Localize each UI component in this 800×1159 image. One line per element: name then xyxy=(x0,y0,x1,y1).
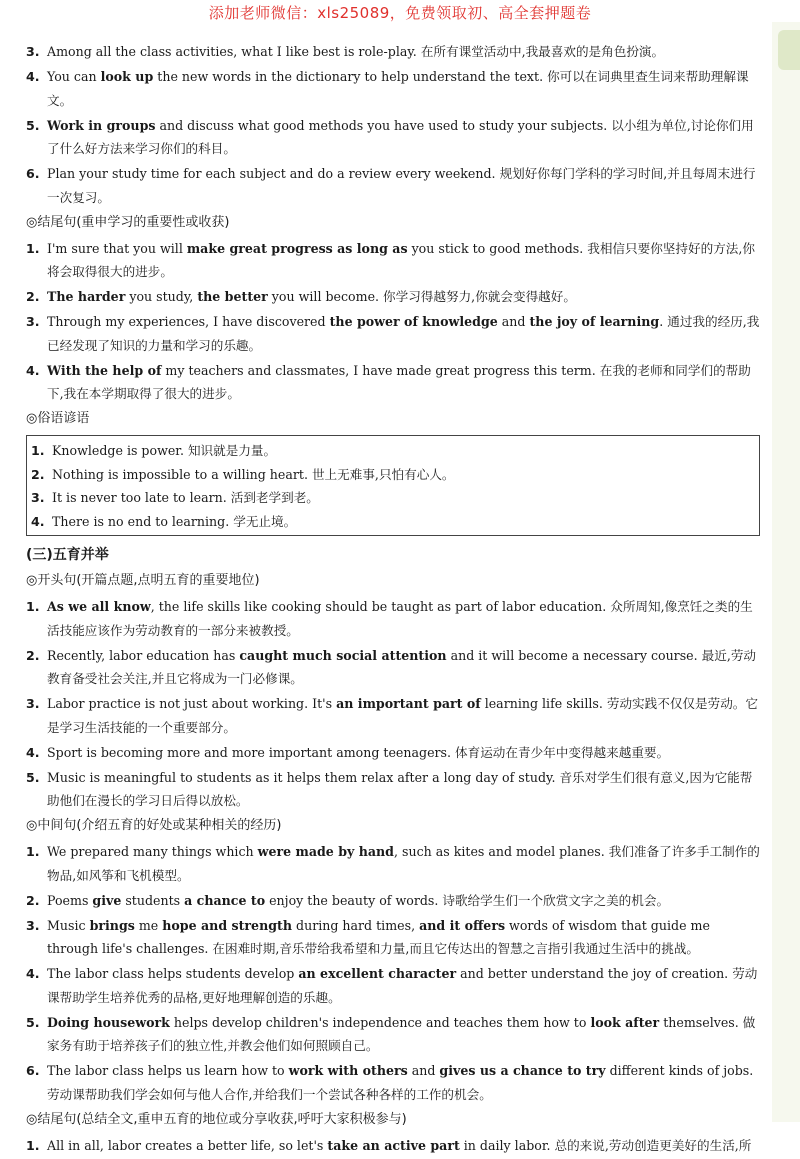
item-number: 3. xyxy=(26,917,40,933)
key-phrase: brings xyxy=(89,917,135,933)
section-title-five-education: (三)五育并举 xyxy=(26,547,109,563)
list-item xyxy=(26,595,760,642)
sentence-text: , the life skills like cooking should be taught as part of labor education. 众所周知,像烹饪之类的生活技能应该作为劳动教育的一部分来被教授。 xyxy=(47,599,753,638)
sentence-text: and xyxy=(497,314,530,329)
proverbs-heading: ◎俗语谚语 xyxy=(26,411,90,426)
item-number: 1. xyxy=(26,844,40,859)
key-phrase: were made by hand xyxy=(257,844,394,859)
item-number: 2. xyxy=(31,466,45,482)
item-number: 4. xyxy=(26,362,40,378)
ending-heading: ◎结尾句(总结全文,重申五育的地位或分享收获,呼吁大家积极参与) xyxy=(26,1111,407,1127)
sentence-text: Among all the class activities, what I like best is role-play. 在所有课堂活动中,我最喜欢的是角色扮演。 xyxy=(47,44,665,59)
item-number: 1. xyxy=(31,443,45,458)
sentence-text: learning life skills. 劳动实践不仅仅是劳动。它是学习生活技能的一个重要部分。 xyxy=(47,696,758,735)
sentence-text: and discuss what good methods you have used to study your subjects. 以小组为单位,讨论你们用了什么好方法来学习你们的科目。 xyxy=(47,117,754,156)
key-phrase: The harder xyxy=(47,289,126,304)
study-ending-list xyxy=(26,237,760,406)
key-phrase: an important part of xyxy=(336,696,481,711)
key-phrase: look up xyxy=(100,69,154,84)
sentence-text: Labor practice is not just about working. It's xyxy=(47,696,337,711)
sentence-text: You can xyxy=(47,69,101,84)
list-item xyxy=(26,40,760,64)
opening-list xyxy=(26,595,760,813)
list-item xyxy=(26,310,760,357)
list-item xyxy=(26,65,760,112)
list-item xyxy=(26,1011,760,1058)
item-number: 2. xyxy=(26,289,40,304)
key-phrase: Work in groups xyxy=(47,117,156,133)
key-phrase: look after xyxy=(590,1014,660,1030)
sentence-text: Knowledge is power. 知识就是力量。 xyxy=(52,443,277,458)
item-number: 4. xyxy=(26,744,40,760)
list-item xyxy=(26,889,760,913)
item-number: 5. xyxy=(26,769,40,785)
item-number: 3. xyxy=(26,314,40,329)
page-edge-tab xyxy=(778,30,800,70)
page-edge-decoration xyxy=(772,22,800,1122)
sentence-text: Sport is becoming more and more important among teenagers. 体育运动在青少年中变得越来越重要。 xyxy=(47,744,670,760)
item-number: 1. xyxy=(26,1137,40,1153)
item-number: 5. xyxy=(26,117,40,133)
list-item xyxy=(26,1059,760,1106)
sentence-text: The labor class helps us learn how to xyxy=(47,1063,289,1078)
key-phrase: work with others xyxy=(288,1063,408,1078)
item-number: 4. xyxy=(31,513,45,529)
sentence-text: Poems xyxy=(47,892,93,908)
item-number: 6. xyxy=(26,166,40,181)
item-number: 3. xyxy=(31,490,45,505)
sentence-text: me xyxy=(134,917,163,933)
sentence-text: Nothing is impossible to a willing heart. 世上无难事,只怕有心人。 xyxy=(52,466,455,482)
key-phrase: and it offers xyxy=(419,917,506,933)
item-number: 3. xyxy=(26,44,40,59)
sentence-text: I'm sure that you will xyxy=(47,240,187,256)
sentence-text: The labor class helps students develop xyxy=(47,966,299,981)
sentence-text: , such as kites and model planes. 我们准备了许多手工制作的物品,如风筝和飞机模型。 xyxy=(47,844,760,883)
sentence-text: during hard times, xyxy=(292,917,420,933)
list-item xyxy=(31,439,755,463)
opening-heading: ◎开头句(开篇点题,点明五育的重要地位) xyxy=(26,573,260,588)
key-phrase: With the help of xyxy=(47,362,162,378)
sentence-text: words of wisdom that guide me through life's challenges. 在困难时期,音乐带给我希望和力量,而且它传达出的智慧之言指引我通过生活中的挑战。 xyxy=(47,917,710,956)
key-phrase: gives us a chance to try xyxy=(439,1063,606,1078)
item-number: 2. xyxy=(26,647,40,663)
list-item xyxy=(26,114,760,161)
list-item xyxy=(31,463,755,487)
sentence-text: It is never too late to learn. 活到老学到老。 xyxy=(52,490,319,505)
sentence-text: my teachers and classmates, I have made great progress this term. 在我的老师和同学们的帮助下,我在本学期取得了很大的进步。 xyxy=(47,362,751,401)
key-phrase: Doing housework xyxy=(47,1014,170,1030)
list-item xyxy=(26,359,760,406)
middle-heading: ◎中间句(介绍五育的好处或某种相关的经历) xyxy=(26,818,282,833)
study-tips-list xyxy=(26,40,760,209)
item-number: 3. xyxy=(26,696,40,711)
key-phrase: an excellent character xyxy=(298,966,457,981)
list-item xyxy=(26,914,760,961)
list-item xyxy=(26,692,760,739)
sentence-text: We prepared many things which xyxy=(47,844,258,859)
list-item xyxy=(26,237,760,284)
sentence-text: Music xyxy=(47,917,90,933)
key-phrase: a chance to xyxy=(184,892,266,908)
sentence-text: All in all, labor creates a better life, so let's xyxy=(47,1137,328,1153)
sentence-text: students xyxy=(121,892,185,908)
item-number: 5. xyxy=(26,1014,40,1030)
middle-list xyxy=(26,840,760,1106)
sentence-text: Plan your study time for each subject and do a review every weekend. 规划好你每门学科的学习时间,并且每周末进行一次复习。 xyxy=(47,166,756,205)
item-number: 2. xyxy=(26,892,40,908)
sentence-text: you stick to good methods. 我相信只要你坚持好的方法,你将会取得很大的进步。 xyxy=(47,240,755,279)
sentence-text: and it will become a necessary course. 最近,劳动教育备受社会关注,并且它将成为一门必修课。 xyxy=(47,647,757,686)
sentence-text: enjoy the beauty of words. 诗歌给学生们一个欣赏文字之美的机会。 xyxy=(265,892,670,908)
sentence-text: helps develop children's independence and teaches them how to xyxy=(169,1014,591,1030)
item-number: 4. xyxy=(26,966,40,981)
sentence-text: Recently, labor education has xyxy=(47,647,240,663)
sentence-text: . 通过我的经历,我已经发现了知识的力量和学习的乐趣。 xyxy=(47,314,760,353)
list-item xyxy=(26,741,760,765)
proverbs-box xyxy=(26,435,760,536)
list-item xyxy=(26,1134,760,1158)
study-ending-heading: ◎结尾句(重申学习的重要性或收获) xyxy=(26,214,230,230)
list-item xyxy=(26,644,760,691)
sentence-text: Music is meaningful to students as it helps them relax after a long day of study. 音乐对学生们很有意义,因为它能帮助他们在漫长的学习日后得以放松。 xyxy=(47,769,753,808)
key-phrase: give xyxy=(92,892,122,908)
sentence-text: you study, xyxy=(125,289,198,304)
page-content xyxy=(26,40,760,1159)
watermark-text: 添加老师微信：xls25089，免费领取初、高全套押题卷 xyxy=(208,4,592,22)
list-item xyxy=(26,962,760,1009)
list-item xyxy=(26,285,760,309)
item-number: 1. xyxy=(26,599,40,614)
key-phrase: the better xyxy=(197,289,268,304)
key-phrase: the power of knowledge xyxy=(329,314,498,329)
sentence-text: different kinds of jobs. 劳动课帮助我们学会如何与他人合作,并给我们一个尝试各种各样的工作的机会。 xyxy=(47,1063,754,1102)
key-phrase: take an active part xyxy=(327,1137,460,1153)
list-item xyxy=(31,510,755,534)
sentence-text: themselves. 做家务有助于培养孩子们的独立性,并教会他们如何照顾自己。 xyxy=(47,1014,756,1053)
sentence-text: in daily labor. 总的来说,劳动创造更美好的生活,所 xyxy=(459,1137,752,1153)
sentence-text: and better understand the joy of creation. 劳动课帮助学生培养优秀的品格,更好地理解创造的乐趣。 xyxy=(47,966,758,1005)
list-item xyxy=(26,766,760,813)
sentence-text: you will become. 你学习得越努力,你就会变得越好。 xyxy=(267,289,576,304)
sentence-text: There is no end to learning. 学无止境。 xyxy=(52,513,297,529)
key-phrase: caught much social attention xyxy=(239,647,447,663)
ending-list xyxy=(26,1134,760,1158)
key-phrase: make great progress as long as xyxy=(186,240,408,256)
key-phrase: the joy of learning xyxy=(529,314,660,329)
sentence-text: Through my experiences, I have discovered xyxy=(47,314,330,329)
key-phrase: hope and strength xyxy=(162,917,293,933)
item-number: 4. xyxy=(26,69,40,84)
item-number: 6. xyxy=(26,1063,40,1078)
item-number: 1. xyxy=(26,240,40,256)
key-phrase: As we all know xyxy=(47,599,151,614)
list-item xyxy=(26,840,760,887)
sentence-text: the new words in the dictionary to help understand the text. 你可以在词典里查生词来帮助理解课文。 xyxy=(47,69,749,108)
sentence-text: and xyxy=(407,1063,440,1078)
list-item xyxy=(31,486,755,510)
list-item xyxy=(26,162,760,209)
